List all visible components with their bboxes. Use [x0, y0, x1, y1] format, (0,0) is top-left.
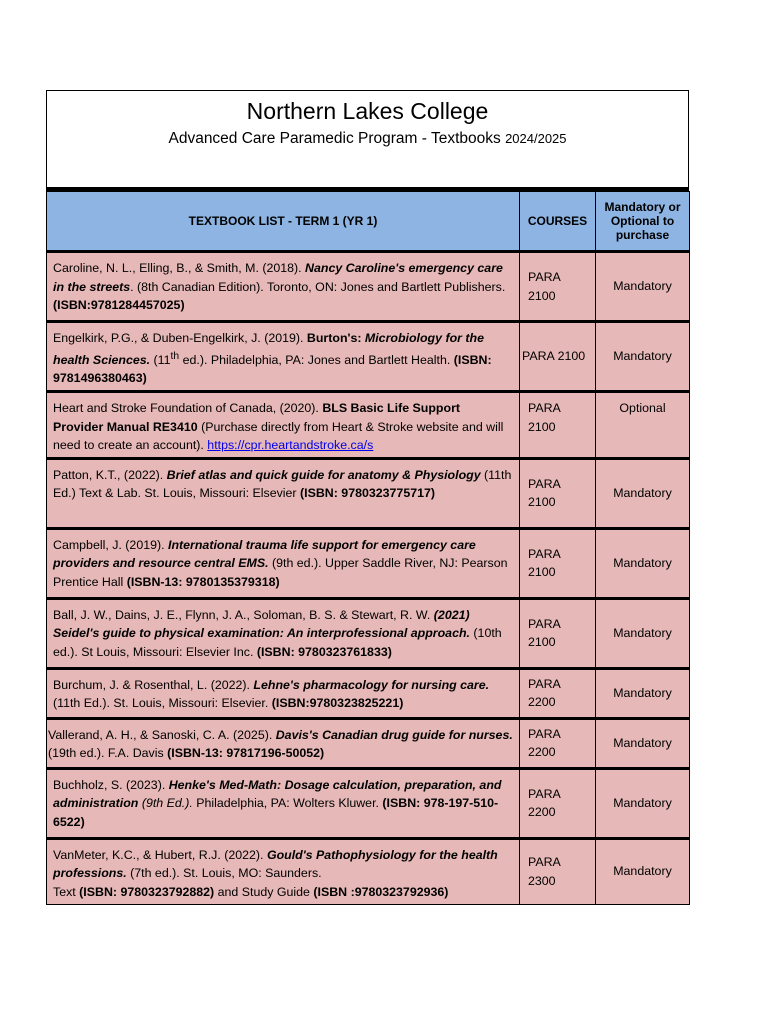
col-header-list: TEXTBOOK LIST - TERM 1 (YR 1) [47, 192, 520, 252]
table-row [47, 458, 690, 528]
col-header-courses: COURSES [520, 192, 596, 252]
citation-cell: Campbell, J. (2019). International trauma life support for emergency care providers and resource central EMS. (9th ed.). Upper Saddle River, NJ: Pearson Prentice Hall (ISBN-13: 9780135379318) [47, 528, 520, 598]
status-cell: Mandatory [596, 528, 690, 598]
course-cell: PARA 2300 [520, 838, 596, 904]
status-cell: Mandatory [596, 458, 690, 528]
citation-cell: Engelkirk, P.G., & Duben-Engelkirk, J. (2019). Burton's: Microbiology for the health Sciences. (11th ed.). Philadelphia, PA: Jones and Bartlett Health. (ISBN: 9781496380463) [47, 322, 520, 392]
subtitle-text: Advanced Care Paramedic Program - Textbooks [168, 130, 501, 147]
title-box [46, 90, 689, 191]
status-cell: Mandatory [596, 668, 690, 718]
status-cell: Mandatory [596, 252, 690, 322]
citation-cell: Vallerand, A. H., & Sanoski, C. A. (2025). Davis's Canadian drug guide for nurses. (19th ed.). F.A. Davis (ISBN-13: 97817196-50052) [47, 718, 520, 768]
citation-cell: Ball, J. W., Dains, J. E., Flynn, J. A., Soloman, B. S. & Stewart, R. W. (2021) Seidel's guide to physical examination: An interprofessional approach. (10th ed.). St Louis, Missouri: Elsevier Inc. (ISBN: 9780323761833) [47, 598, 520, 668]
citation-cell: Heart and Stroke Foundation of Canada, (2020). BLS Basic Life Support Provider Manual RE3410 (Purchase directly from Heart & Stroke website and will need to create an account). https://cpr.heartandstroke.ca/s [47, 392, 520, 459]
status-cell: Optional [596, 392, 690, 459]
citation-cell: Buchholz, S. (2023). Henke's Med-Math: Dosage calculation, preparation, and administration (9th Ed.). Philadelphia, PA: Wolters Kluwer. (ISBN: 978-197-510-6522) [47, 768, 520, 838]
status-cell: Mandatory [596, 838, 690, 904]
textbook-table [46, 191, 690, 905]
table-row [47, 838, 690, 904]
table-row [47, 528, 690, 598]
citation-cell: Caroline, N. L., Elling, B., & Smith, M. (2018). Nancy Caroline's emergency care in the streets. (8th Canadian Edition). Toronto, ON: Jones and Bartlett Publishers. (ISBN:9781284457025) [47, 252, 520, 322]
course-cell: PARA 2200 [520, 668, 596, 718]
course-cell: PARA 2100 [520, 252, 596, 322]
citation-cell: VanMeter, K.C., & Hubert, R.J. (2022). Gould's Pathophysiology for the health professions. (7th ed.). St. Louis, MO: Saunders. Text (ISBN: 9780323792882) and Study Guide (ISBN :9780323792936) [47, 838, 520, 904]
course-cell: PARA 2100 [520, 458, 596, 528]
page-subtitle [47, 129, 688, 149]
course-cell: PARA 2100 [520, 392, 596, 459]
heart-stroke-link[interactable]: https://cpr.heartandstroke.ca/s [207, 438, 374, 452]
course-cell: PARA 2100 [520, 598, 596, 668]
table-row [47, 252, 690, 322]
course-cell: PARA 2100 [520, 528, 596, 598]
status-cell: Mandatory [596, 322, 690, 392]
course-cell: PARA 2200 [520, 718, 596, 768]
table-row [47, 322, 690, 392]
status-cell: Mandatory [596, 598, 690, 668]
table-row [47, 718, 690, 768]
course-cell: PARA 2200 [520, 768, 596, 838]
table-row [47, 768, 690, 838]
status-cell: Mandatory [596, 718, 690, 768]
table-row [47, 392, 690, 459]
page-title: Northern Lakes College [246, 98, 489, 124]
col-header-status: Mandatory or Optional to purchase [596, 192, 690, 252]
table-row [47, 668, 690, 718]
citation-cell: Patton, K.T., (2022). Brief atlas and quick guide for anatomy & Physiology (11th Ed.) Text & Lab. St. Louis, Missouri: Elsevier (ISBN: 9780323775717) [47, 458, 520, 528]
academic-year: 2024/2025 [505, 131, 567, 146]
status-cell: Mandatory [596, 768, 690, 838]
table-row [47, 598, 690, 668]
citation-cell: Burchum, J. & Rosenthal, L. (2022). Lehne's pharmacology for nursing care. (11th Ed.). St. Louis, Missouri: Elsevier. (ISBN:9780323825221) [47, 668, 520, 718]
table-header-row [47, 192, 690, 252]
textbook-sheet [46, 90, 689, 905]
course-cell: PARA 2100 [520, 322, 596, 392]
